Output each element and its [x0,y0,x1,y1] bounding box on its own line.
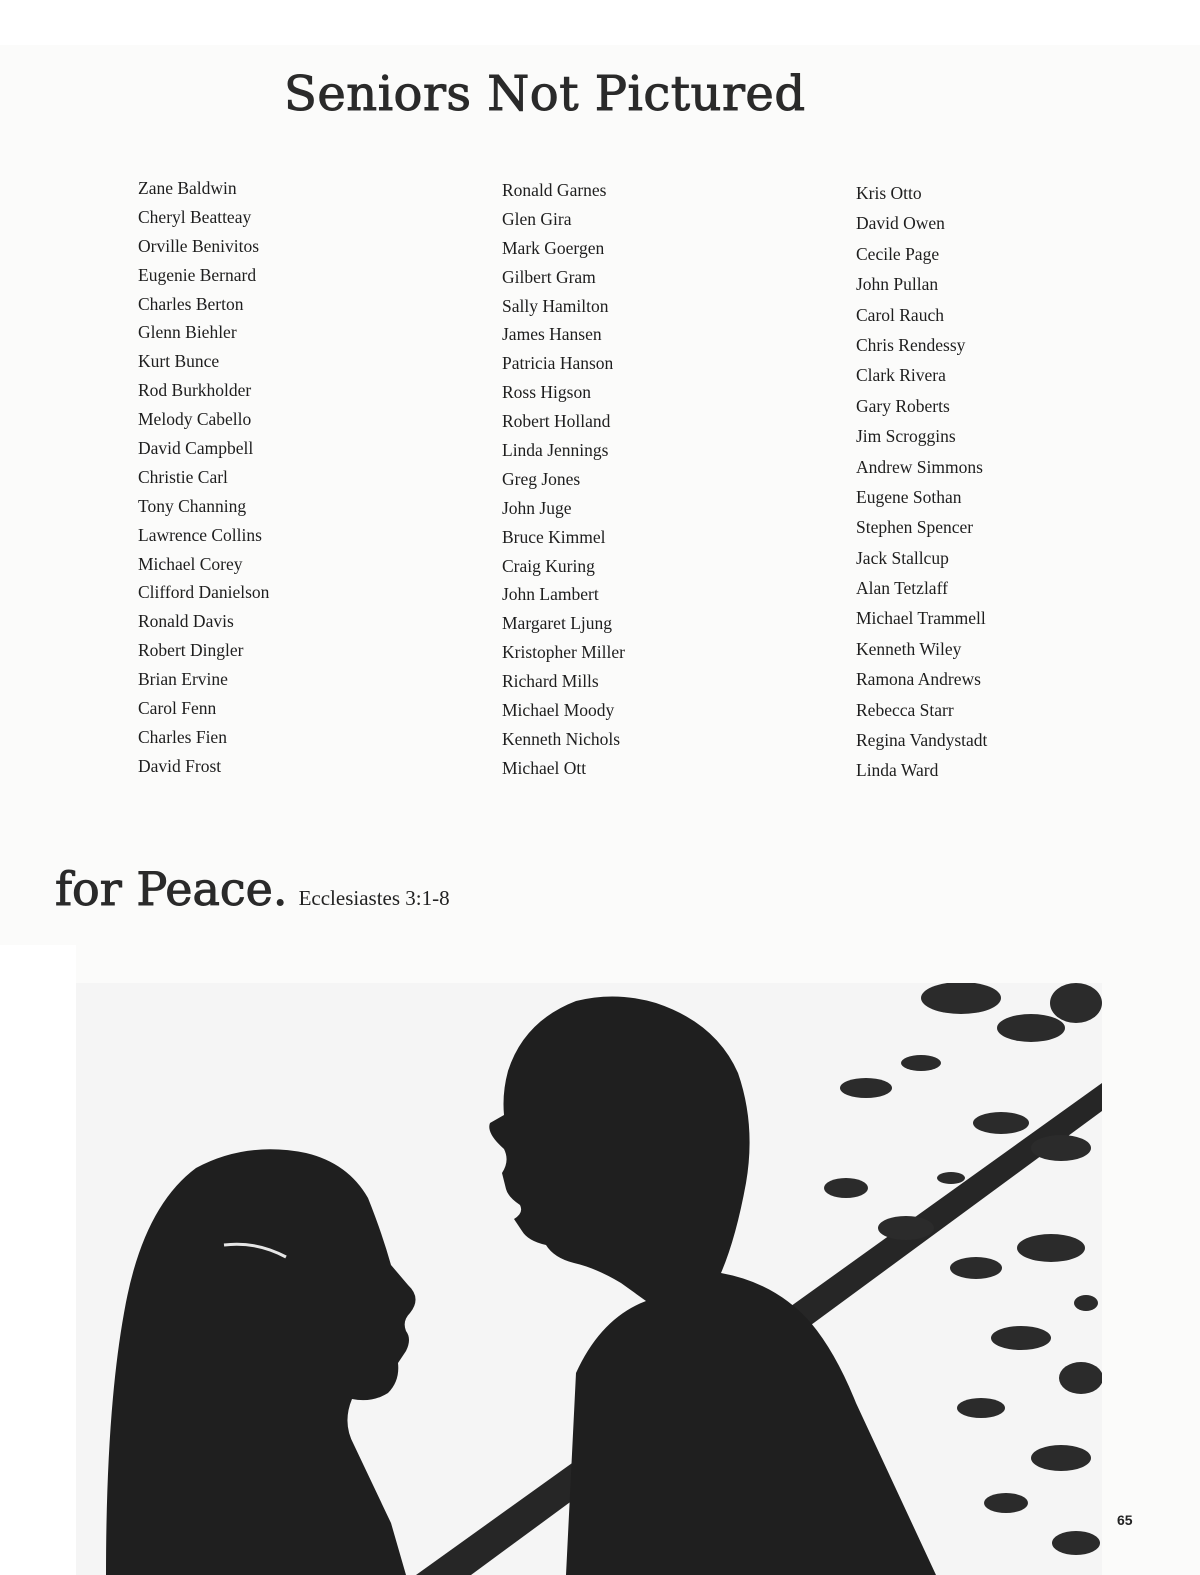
list-item: Clifford Danielson [138,582,270,603]
list-item: Robert Dingler [138,640,244,661]
list-item: Chris Rendessy [856,334,966,355]
silhouette-illustration [76,983,1102,1575]
list-item: Michael Trammell [856,608,986,629]
list-item: Michael Ott [502,757,587,778]
scripture-reference: Ecclesiastes 3:1-8 [298,886,450,910]
list-item: Ronald Davis [138,611,234,632]
list-item: Linda Ward [856,760,939,781]
list-item: Carol Fenn [138,698,217,719]
list-item: Craig Kuring [502,555,595,576]
names-column-1 [138,174,269,781]
list-item: Linda Jennings [502,440,609,461]
list-item: Jack Stallcup [856,547,949,568]
list-item: Bruce Kimmel [502,526,606,547]
list-item: David Campbell [138,438,254,459]
list-item: Michael Moody [502,700,615,721]
list-item: Kenneth Nichols [502,728,621,749]
list-item: Gilbert Gram [502,266,596,287]
page-margin [0,945,76,1575]
list-item: Carol Rauch [856,304,944,325]
list-item: Glenn Biehler [138,322,237,343]
page-number: 65 [1117,1512,1133,1528]
list-item: Eugenie Bernard [138,264,257,285]
names-column-2 [502,176,625,783]
list-item: Michael Corey [138,553,243,574]
list-item: Richard Mills [502,671,599,692]
list-item: Rebecca Starr [856,699,954,720]
names-column-3 [856,178,987,786]
list-item: Kenneth Wiley [856,638,962,659]
list-item: John Juge [502,497,572,518]
list-item: Christie Carl [138,466,228,487]
list-item: Kris Otto [856,183,922,203]
list-item: Tony Channing [138,495,247,516]
list-item: Clark Rivera [856,365,946,386]
list-item: Stephen Spencer [856,517,974,538]
list-item: Glen Gira [502,208,572,229]
list-item: Jim Scroggins [856,426,956,447]
list-item: Robert Holland [502,411,611,432]
list-item: Patricia Hanson [502,353,614,374]
list-item: Andrew Simmons [856,456,983,477]
list-item: David Owen [856,213,945,234]
list-item: Melody Cabello [138,409,252,430]
caption-line [55,862,450,916]
list-item: Ross Higson [502,382,591,403]
list-item: Margaret Ljung [502,613,612,634]
list-item: John Lambert [502,584,599,605]
list-item: Regina Vandystadt [856,730,988,751]
page-title: Seniors Not Pictured [284,66,806,122]
list-item: Charles Berton [138,293,244,314]
list-item: Ronald Garnes [502,180,607,200]
list-item: Greg Jones [502,468,581,489]
list-item: Kristopher Miller [502,642,625,663]
list-item: John Pullan [856,274,939,295]
list-item: Cecile Page [856,243,940,264]
list-item: Kurt Bunce [138,351,220,372]
list-item: Zane Baldwin [138,178,237,198]
list-item: Sally Hamilton [502,295,609,316]
list-item: Ramona Andrews [856,669,981,690]
list-item: Rod Burkholder [138,380,252,401]
list-item: David Frost [138,755,222,776]
list-item: Alan Tetzlaff [856,578,948,599]
list-item: Orville Benivitos [138,235,260,256]
list-item: Mark Goergen [502,237,605,258]
list-item: Gary Roberts [856,395,950,416]
list-item: Brian Ervine [138,669,228,690]
list-item: Lawrence Collins [138,524,262,545]
silhouette-photo [76,983,1102,1575]
list-item: Eugene Sothan [856,486,962,507]
list-item: James Hansen [502,324,602,345]
list-item: Charles Fien [138,726,227,747]
list-item: Cheryl Beatteay [138,206,252,227]
caption-heading: for Peace. [55,862,288,916]
